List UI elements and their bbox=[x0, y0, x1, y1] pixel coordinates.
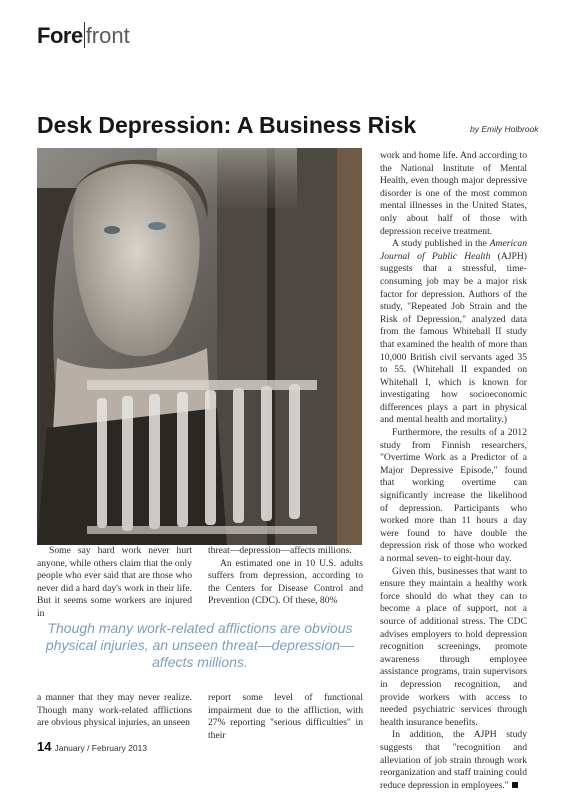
column-2-bottom bbox=[208, 692, 363, 742]
article-byline: by Emily Holbrook bbox=[470, 124, 539, 134]
body-paragraph: threat—depression—affects millions. bbox=[208, 545, 352, 556]
column-2-top bbox=[208, 545, 363, 608]
body-paragraph: An estimated one in 10 U.S. adults suffers from depression, according to the Centers for Disease Control and Prevention (CDC). Of these, 80% bbox=[208, 557, 363, 607]
section-logo-divider bbox=[84, 22, 85, 48]
section-logo-front: front bbox=[85, 23, 130, 48]
column-1-top bbox=[37, 545, 192, 621]
page-footer bbox=[37, 738, 147, 756]
photo-illustration bbox=[37, 148, 362, 545]
body-text: A study published in the bbox=[392, 238, 490, 250]
article-title: Desk Depression: A Business Risk bbox=[37, 112, 417, 138]
body-text: (AJPH) suggests that a stressful, time-consuming job may be a major risk factor for depression. Authors of the study, "Repeated Job Strain and the Risk of Depression," analyzed data from the famous Whitehall II study that examined the health of more than 10,000 British civil servants aged 35 to 55. (Whitehall II expanded on Whitehall I, which is known for investigating how socioeconomic differences plays a part in physical and mental health and mortality.) bbox=[380, 250, 527, 426]
body-text: In addition, the AJPH study suggests that "recognition and alleviation of job strain through work reorganization and staff training could reduce depression in employees." bbox=[380, 729, 527, 791]
body-paragraph: Furthermore, the results of a 2012 study from Finnish researchers, "Overtime Work as a Predictor of a Major Depressive Episode," found that working overtime can significantly increase the likelihood of depression. Participants who worked more than 11 hours a day were found to have double the depression risk of those who worked a normal seven- to eight-hour day. bbox=[380, 427, 527, 564]
body-paragraph: Some say hard work never hurt anyone, while others claim that the only people who ever said that are those who never did a hard day's work in their life. But it seems some workers are injured in bbox=[37, 545, 192, 619]
body-paragraph bbox=[380, 238, 527, 427]
body-paragraph: Given this, businesses that want to ensure they maintain a healthy work force should do what they can to become a place of support, not a source of additional stress. The CDC advises employers to hold depression recognition screenings, promote awareness through employee assistance programs, train supervisors in depression recognition, and provide workers with access to needed psychiatric services through health insurance benefits. bbox=[380, 565, 527, 728]
pull-quote: Though many work-related afflictions are obvious physical injuries, an unseen threat—depression—affects millions. bbox=[45, 620, 355, 670]
column-1-bottom bbox=[37, 692, 192, 730]
body-paragraph: report some level of functional impairment due to the affliction, with 27% reporting "serious difficulties" in their bbox=[208, 692, 363, 741]
end-mark-icon bbox=[512, 782, 518, 788]
section-logo-fore: Fore bbox=[37, 23, 83, 48]
journal-title: American Journal of Public Health bbox=[380, 238, 527, 262]
column-3 bbox=[380, 150, 527, 792]
body-paragraph: work and home life. And according to the National Institute of Mental Health, even though major depressive disorder is one of the most common mental illnesses in the United States, only about half of those with depression receive treatment. bbox=[380, 150, 527, 237]
body-paragraph: a manner that they may never realize. Though many work-related afflictions are obvious physical injuries, an unseen bbox=[37, 692, 192, 729]
woman-at-window-photo bbox=[37, 148, 362, 545]
page-number: 14 bbox=[37, 739, 52, 754]
issue-date: January / February 2013 bbox=[54, 743, 148, 753]
body-paragraph bbox=[380, 729, 527, 792]
section-logo bbox=[37, 22, 130, 49]
